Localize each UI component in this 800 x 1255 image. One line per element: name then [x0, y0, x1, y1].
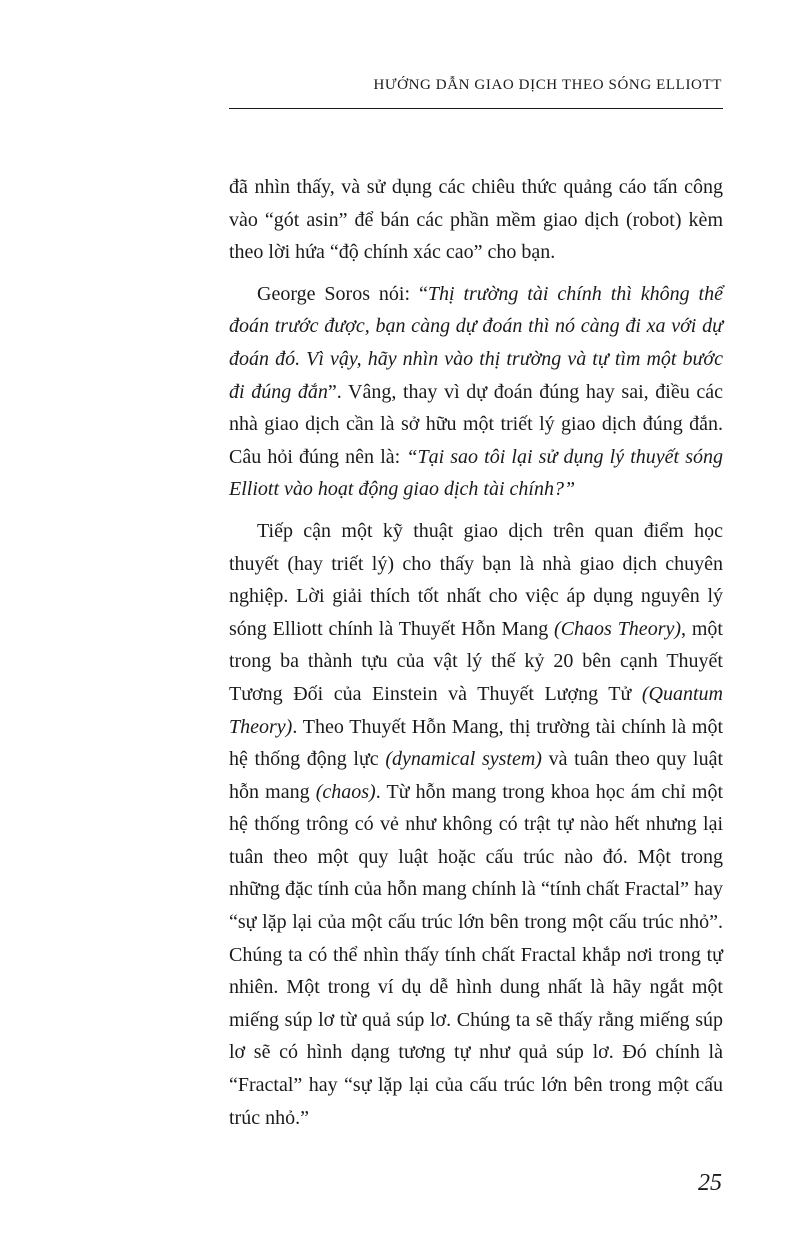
term-dynamical-system: (dynamical system): [385, 748, 542, 771]
text-run: đã nhìn thấy, và sử dụng các chiêu thức quảng cáo tấn công vào “gót asin” để bán các phần mềm giao dịch (robot) kèm theo lời hứa “độ chính xác cao” cho bạn.: [229, 176, 723, 264]
header-rule: [229, 108, 723, 109]
paragraph-3: [229, 515, 723, 1134]
text-run: ”. Vâng, thay vì dự đoán đúng hay sai, điều các nhà giao dịch cần là sở hữu một triết lý giao dịch đúng đắn. Câu hỏi đúng nên là:: [229, 380, 724, 468]
body-text: [229, 171, 723, 1134]
term-chaos-theory: (Chaos Theory): [554, 617, 682, 640]
text-run: . Từ hỗn mang trong khoa học ám chỉ một hệ thống trông có vẻ như không có trật tự nào hết nhưng lại tuân theo một quy luật hoặc cấu trúc nào đó. Một trong những đặc tính của hỗn mang chính là “tính chất Fractal” hay “sự lặp lại của một cấu trúc lớn bên trong một cấu trúc nhỏ”. Chúng ta có thể nhìn thấy tính chất Fractal khắp nơi trong tự nhiên. Một trong ví dụ dễ hình dung nhất là hãy ngắt một miếng súp lơ từ quả súp lơ. Chúng ta sẽ thấy rằng miếng súp lơ sẽ có hình dạng tương tự như quả súp lơ. Đó chính là “Fractal” hay “sự lặp lại của cấu trúc lớn bên trong một cấu trúc nhỏ.”: [229, 780, 723, 1129]
quote-question: “Tại sao tôi lại sử dụng lý thuyết sóng Elliott vào hoạt động giao dịch tài chính?”: [229, 445, 724, 501]
text-run: Tiếp cận một kỹ thuật giao dịch trên quan điểm học thuyết (hay triết lý) cho thấy bạn là nhà giao dịch chuyên nghiệp. Lời giải thích tốt nhất cho việc áp dụng nguyên lý sóng Elliott chính là Thuyết Hỗn Mang: [229, 519, 723, 640]
text-run: George Soros nói: “: [257, 282, 428, 305]
text-run: và tuân theo quy luật hỗn mang: [229, 748, 724, 803]
term-chaos: (chaos): [315, 780, 376, 803]
paragraph-2: [229, 278, 723, 506]
paragraph-1: [229, 171, 723, 269]
term-quantum-theory: (Quantum Theory): [229, 682, 723, 738]
page-number: 25: [698, 1170, 722, 1196]
text-run: , một trong ba thành tựu của vật lý thế kỷ 20 bên cạnh Thuyết Tương Đối của Einstein và Thuyết Lượng Tử: [229, 617, 723, 705]
running-head-title: HƯỚNG DẪN GIAO DỊCH THEO SÓNG ELLIOTT: [373, 77, 722, 93]
quote-soros: Thị trường tài chính thì không thể đoán trước được, bạn càng dự đoán thì nó càng đi xa với dự đoán đó. Vì vậy, hãy nhìn vào thị trường và tự tìm một bước đi đúng đắn: [229, 282, 723, 403]
text-run: . Theo Thuyết Hỗn Mang, thị trường tài chính là một hệ thống động lực: [229, 715, 723, 771]
